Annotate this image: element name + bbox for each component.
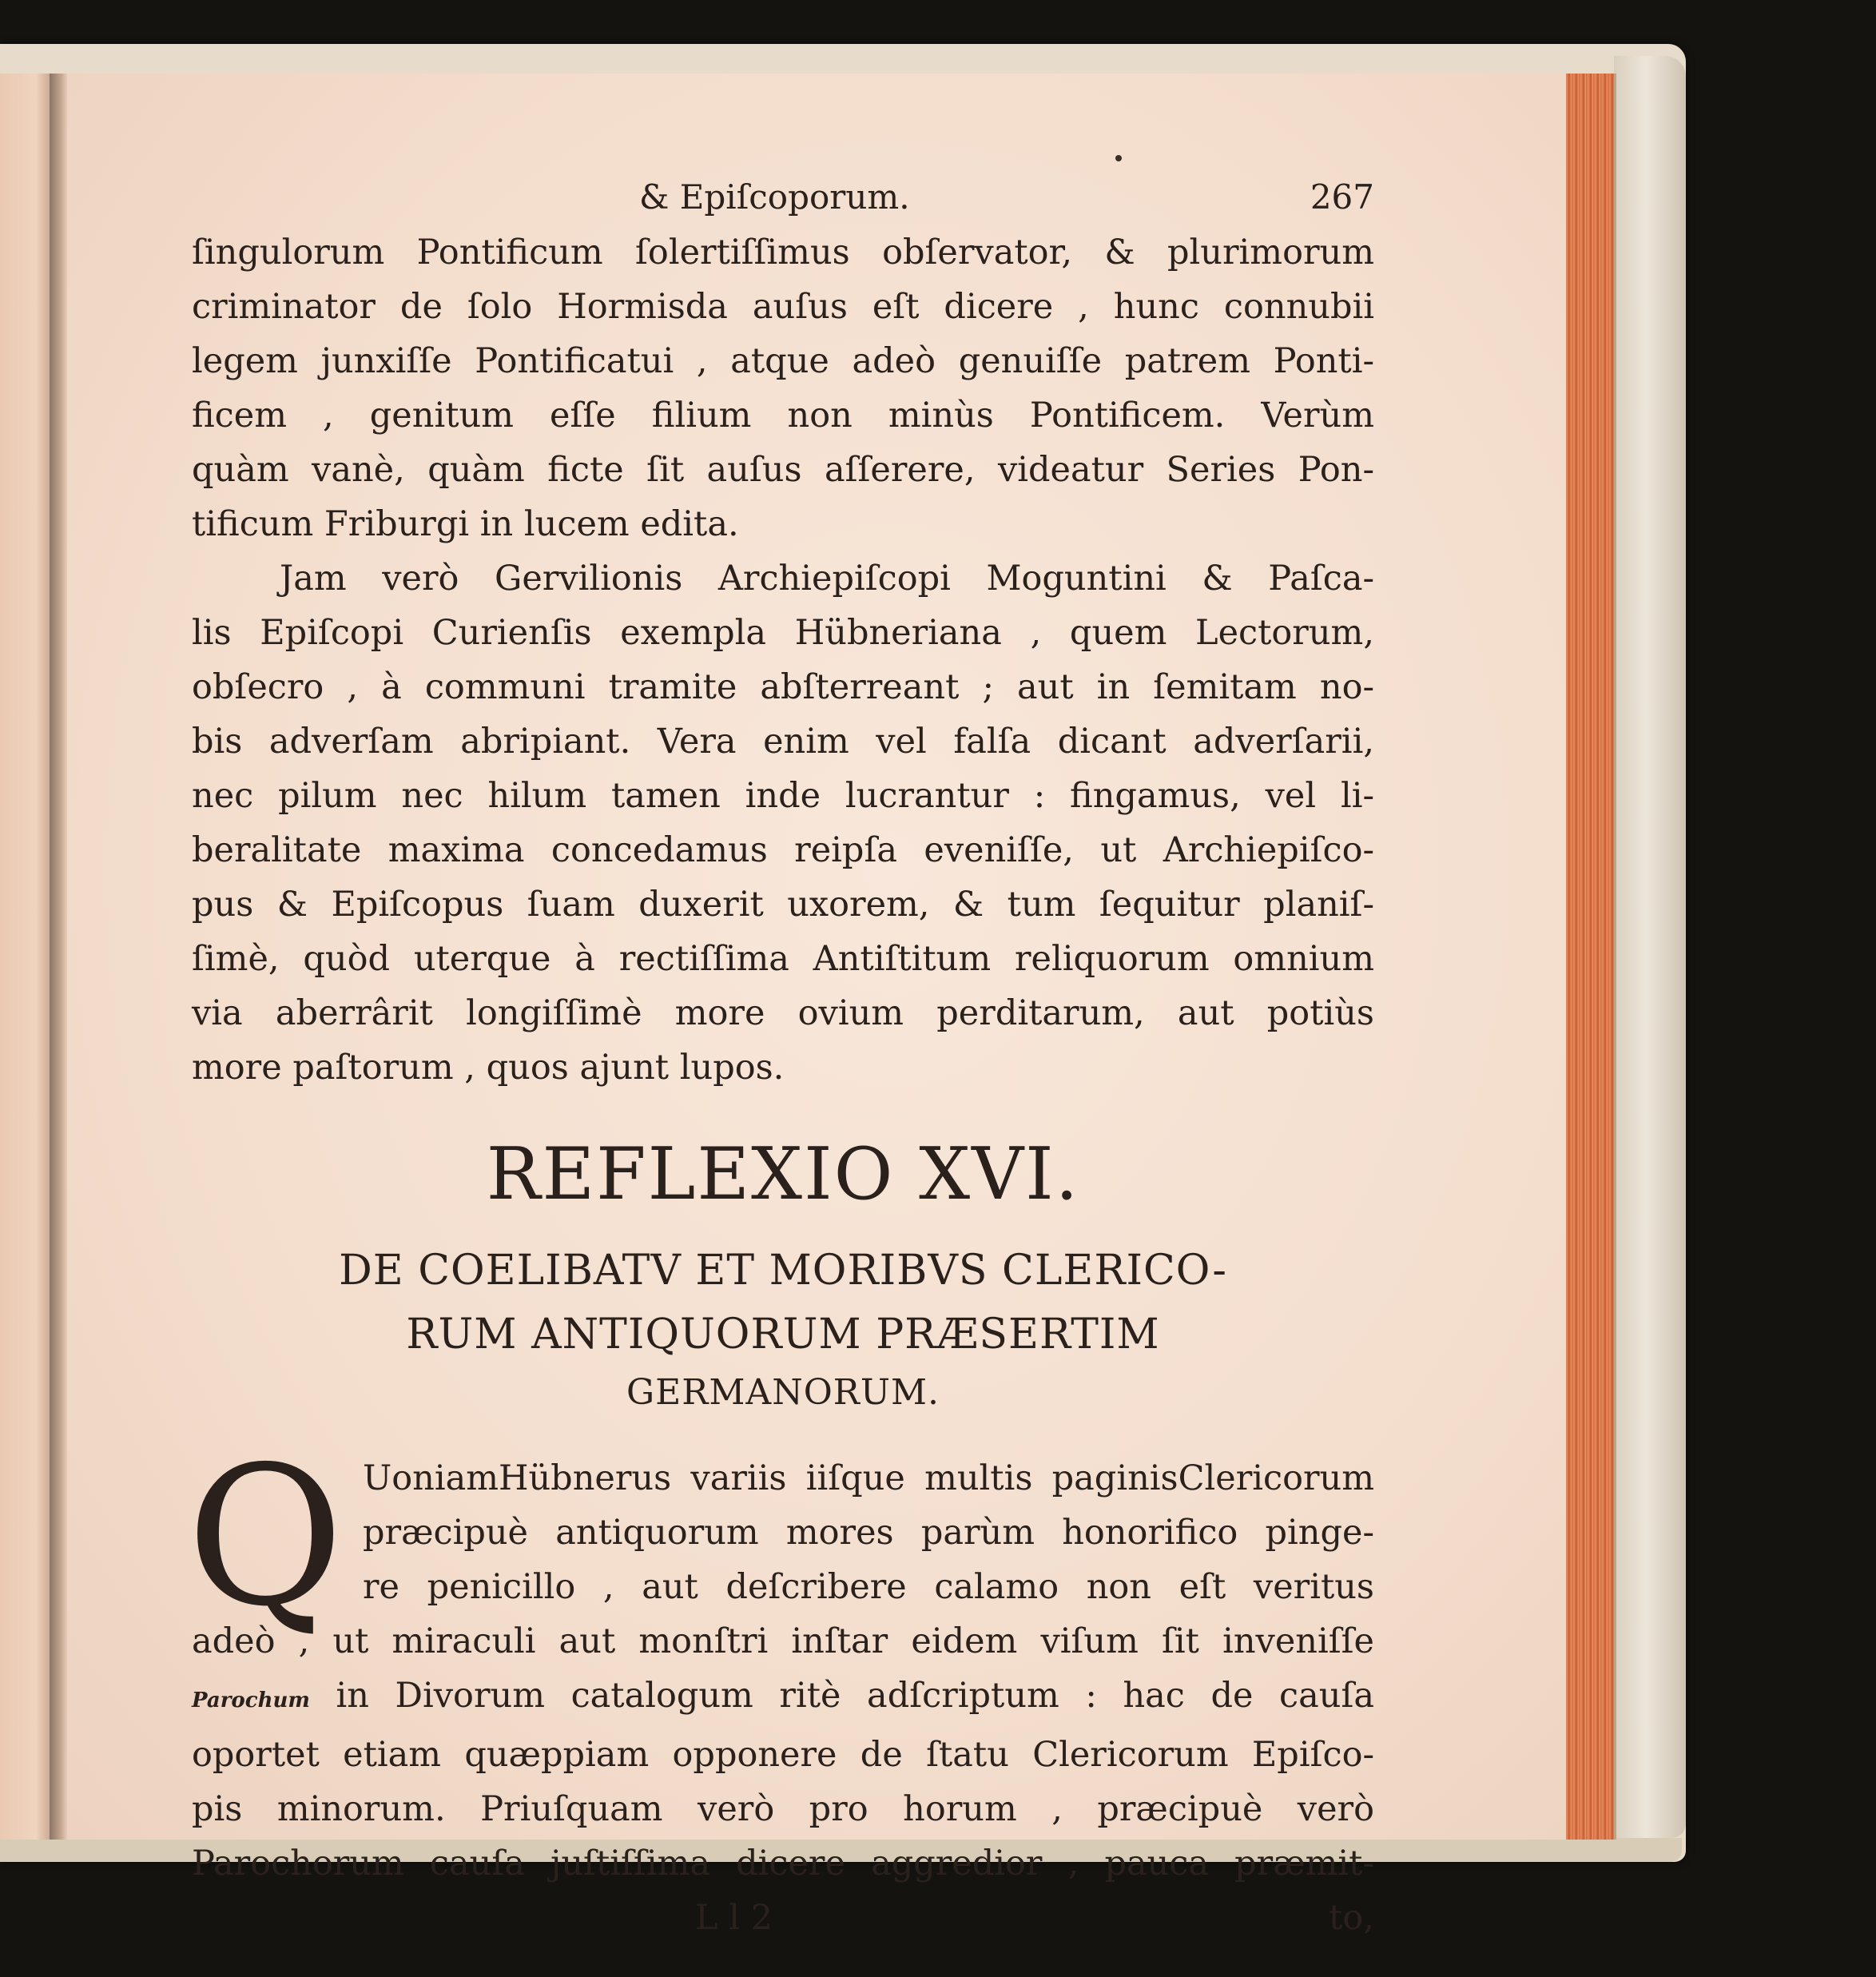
paragraph-3-text	[192, 1451, 1374, 1891]
section-subtitle-line-3: GERMANORUM.	[626, 1372, 940, 1413]
signature-mark: L l 2	[695, 1898, 773, 1938]
text-line: more paſtorum , quos ajunt lupos.	[192, 1048, 785, 1088]
page-number: 267	[1310, 177, 1374, 217]
book-gutter	[50, 74, 69, 1840]
text-line: bis adverſam abripiant. Vera enim vel falſa dicant adverſarii,	[192, 722, 1374, 762]
left-page-edge	[0, 74, 51, 1840]
text-line: beralitate maxima concedamus reipſa eveniſſe, ut Archiepiſco-	[192, 830, 1374, 870]
page-fore-edge	[1564, 74, 1616, 1840]
running-head-title: & Epiſcoporum.	[639, 177, 910, 217]
paragraph-2	[192, 551, 1374, 1095]
drop-cap: Q	[186, 1425, 344, 1649]
text-line: obſecro , à communi tramite abſterreant ; aut in ſemitam no-	[192, 667, 1374, 707]
text-line: lis Epiſcopi Curienſis exempla Hübneriana , quem Lectorum,	[192, 613, 1374, 653]
back-board	[1614, 56, 1686, 1838]
text-line: ſimè, quòd uterque à rectiſſima Antiſtitum reliquorum omnium	[192, 939, 1374, 979]
margin-note: Parochum	[192, 1689, 310, 1712]
text-line: ſingulorum Pontificum ſolertiſſimus obſervator, & plurimorum	[192, 233, 1374, 272]
catchword: to,	[1329, 1898, 1374, 1938]
ink-dot	[1115, 155, 1122, 161]
paragraph-1	[192, 225, 1374, 551]
text-line: UoniamHübnerus variis iiſque multis paginisClericorum	[363, 1458, 1374, 1498]
text-line: præcipuè antiquorum mores parùm honorifico pinge-	[363, 1513, 1374, 1553]
running-head	[192, 169, 1374, 225]
text-line: pis minorum. Priuſquam verò pro horum , præcipuè verò	[192, 1789, 1374, 1829]
text-line: Jam verò Gervilionis Archiepiſcopi Moguntini & Paſca-	[280, 559, 1374, 599]
text-line: legem junxiſſe Pontificatui , atque adeò genuiſſe patrem Ponti-	[192, 341, 1374, 381]
text-line: oportet etiam quæppiam opponere de ſtatu Clericorum Epiſco-	[192, 1735, 1374, 1775]
text-line: adeò , ut miraculi aut monſtri inſtar eidem viſum ſit inveniſſe	[192, 1621, 1374, 1661]
text-line: Parochorum cauſa juſtiſſima dicere aggredior , pauca præmit-	[192, 1844, 1374, 1884]
section-heading: REFLEXIO XVI.	[486, 1132, 1080, 1216]
page-content	[186, 169, 1375, 1945]
text-line: quàm vanè, quàm ficte ſit auſus aſſerere, videatur Series Pon-	[192, 450, 1374, 490]
text-line-rest: in Divorum catalogum ritè adſcriptum : hac de cauſa	[336, 1676, 1375, 1716]
text-line: criminator de ſolo Hormisda auſus eſt dicere , hunc connubii	[192, 287, 1374, 327]
page-footer	[192, 1891, 1374, 1945]
text-line: ficem , genitum eſſe filium non minùs Pontificem. Verùm	[192, 396, 1374, 436]
section-subtitle-line-2: RUM ANTIQUORUM PRÆSERTIM	[406, 1311, 1160, 1358]
text-line: nec pilum nec hilum tamen inde lucrantur : fingamus, vel li-	[192, 776, 1374, 816]
text-line: re penicillo , aut deſcribere calamo non eſt veritus	[363, 1567, 1374, 1607]
paragraph-3	[186, 1425, 1375, 1891]
text-line: pus & Epiſcopus ſuam duxerit uxorem, & tum ſequitur planiſ-	[192, 885, 1374, 925]
book-page	[67, 74, 1566, 1938]
text-line-with-note	[192, 1669, 1374, 1728]
text-line: via aberrârit longiſſimè more ovium perditarum, aut potiùs	[192, 993, 1374, 1033]
section-subtitle-line-1: DE COELIBATV ET MORIBVS CLERICO-	[339, 1247, 1227, 1295]
text-line: tificum Friburgi in lucem edita.	[192, 504, 739, 544]
